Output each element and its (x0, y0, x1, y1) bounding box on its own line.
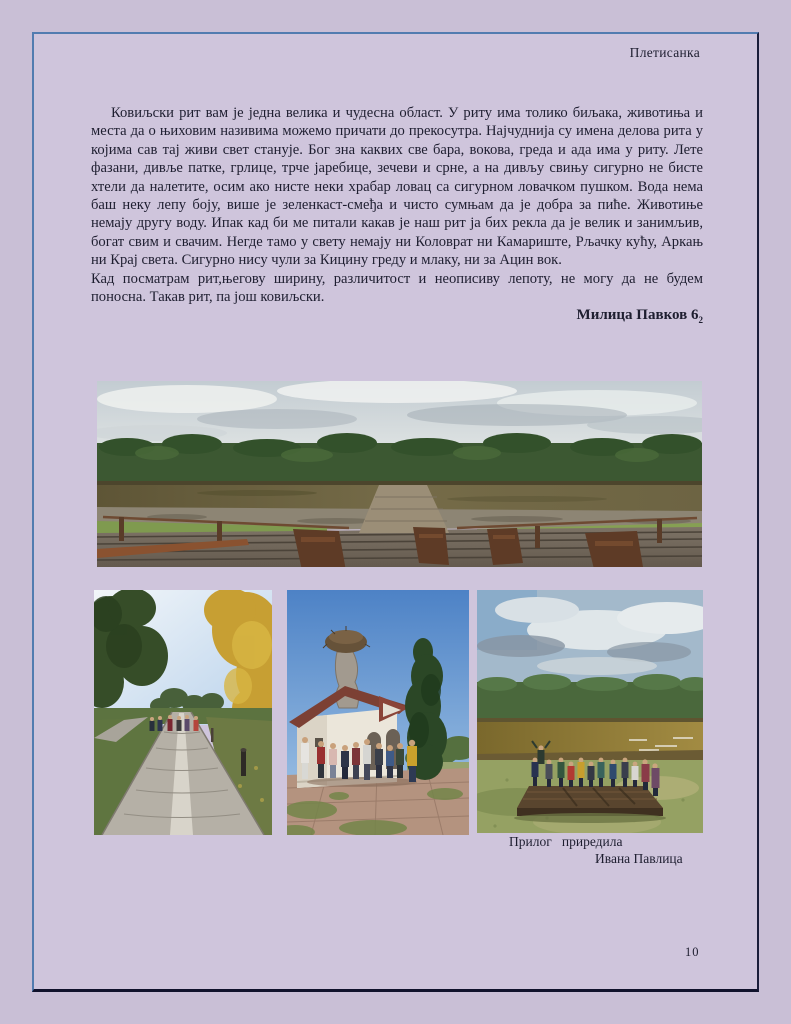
caption-line: Прилог приредила (509, 834, 623, 849)
photo-chapel-stork-nest-image (287, 590, 469, 835)
article-signature (91, 306, 703, 329)
photo-chapel-stork-nest (287, 590, 469, 835)
page-header: Плетисанка (629, 45, 700, 60)
signature-class-subscript: 2 (698, 315, 703, 326)
article-text (91, 104, 703, 330)
photo-river-group (477, 590, 703, 833)
photo-river-group-image (477, 590, 703, 833)
page-number: 10 (685, 945, 700, 959)
article-paragraph: Кад посматрам рит,његову ширину, различитост и неописиву лепоту, не могу да не будем поносна. Такав рит, па још ковиљски. (91, 270, 703, 306)
caption-author: Ивана Павлица (595, 851, 683, 866)
photo-river-dock-panorama (97, 381, 702, 567)
article-paragraph: Ковиљски рит вам је једна велика и чудесна област. У риту има толико биљака, животиња и места да о њиховим називима можемо причати до прекосутра. Најчуднија су имена делова рита у којима сав тај живи свет станује. Бог зна каквих све бара, вокова, греда и ада има у риту. Лете фазани, дивље патке, грлице, трче јаребице, зечеви и срне, а на дивљу свињу сигурно не бисте хтели да налетите, осим ако нисте неки храбар ловац са сигурном ловачком пушком. Вода нема баш неку лепу боју, више је зеленкаст-смеђа и чисто сумњам да је добра за пиће. Животиње немају другу воду. Ипак кад би ме питали какав је наш рит ја бих рекла да је велик и занимљив, богат свим и свачим. Негде тамо у свету немају ни Коловрат ни Камариште, Рљачку кућу, Аркањ ни Крај света. Сигурно нису чули за Кицину греду и млаку, ни за Ацин вок. (91, 105, 703, 269)
photo-river-dock-panorama-image (97, 381, 702, 567)
page-frame (32, 32, 759, 992)
photo-credit-caption (477, 833, 747, 867)
signature-name: Милица Павков 6 (576, 307, 699, 324)
photo-park-path-image (94, 590, 272, 835)
photo-park-path (94, 590, 272, 835)
